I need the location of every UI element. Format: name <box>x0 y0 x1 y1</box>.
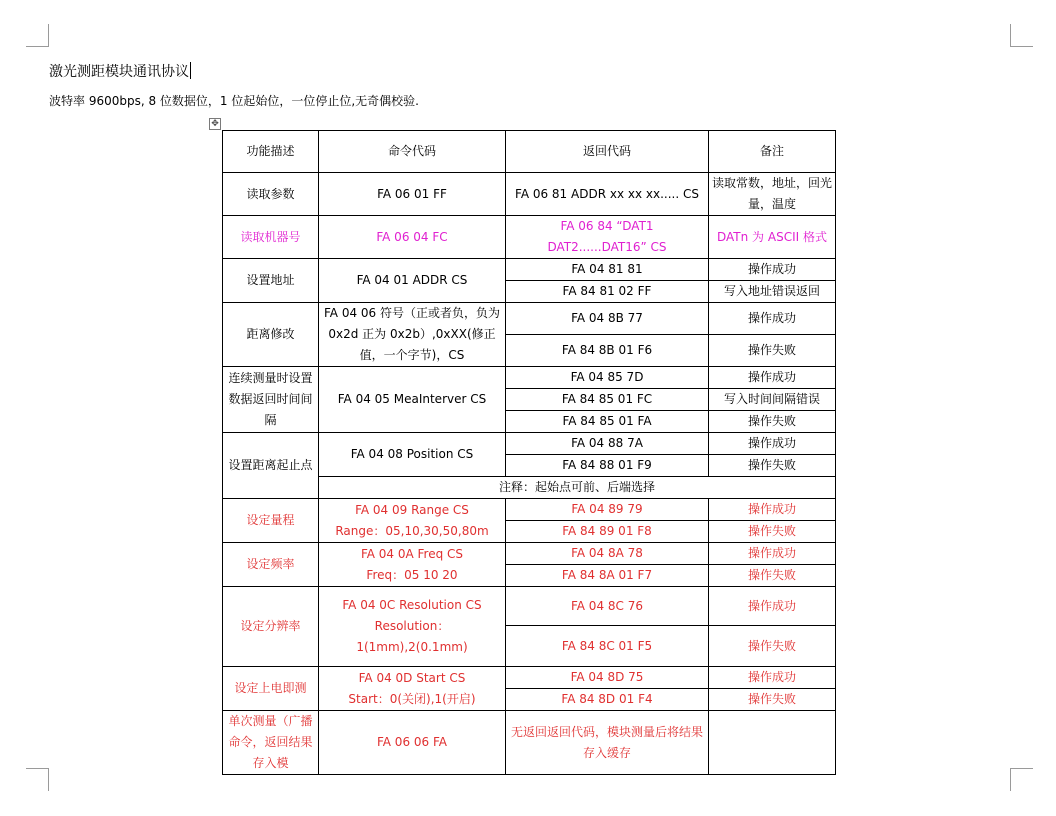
function-cell: 设定上电即测 <box>223 667 319 711</box>
function-cell: 读取参数 <box>223 173 319 216</box>
return-cell: FA 04 8B 77 <box>506 303 709 335</box>
table-row <box>223 367 836 389</box>
note-cell: 操作失败 <box>709 455 836 477</box>
command-cell: FA 04 01 ADDR CS <box>319 259 506 303</box>
table-row <box>223 216 836 259</box>
table-row <box>223 259 836 281</box>
return-cell: FA 84 8C 01 F5 <box>506 626 709 667</box>
command-cell: FA 04 08 Position CS <box>319 433 506 477</box>
note-cell: 操作成功 <box>709 367 836 389</box>
table-row <box>223 587 836 626</box>
return-cell: FA 04 8C 76 <box>506 587 709 626</box>
note-cell: 写入地址错误返回 <box>709 281 836 303</box>
note-cell: 操作成功 <box>709 259 836 281</box>
note-cell: 操作失败 <box>709 411 836 433</box>
note-cell: 操作失败 <box>709 689 836 711</box>
command-cell: FA 06 04 FC <box>319 216 506 259</box>
header-cell: 返回代码 <box>506 131 709 173</box>
return-cell: FA 84 8D 01 F4 <box>506 689 709 711</box>
page-corner-mark <box>26 768 49 791</box>
intro-paragraph: 波特率 9600bps, 8 位数据位，1 位起始位，一位停止位,无奇偶校验. <box>49 94 419 108</box>
document-title-text: 激光测距模块通讯协议 <box>49 64 189 80</box>
table-row <box>223 499 836 521</box>
function-cell: 距离修改 <box>223 303 319 367</box>
command-cell: FA 04 06 符号（正或者负，负为 0x2d 正为 0x2b）,0xXX(修正值，一个字节)，CS <box>319 303 506 367</box>
note-cell: 操作成功 <box>709 667 836 689</box>
table-move-handle-icon[interactable]: ✥ <box>209 118 221 130</box>
command-line: Range：05,10,30,50,80m <box>335 523 489 538</box>
function-cell: 设定分辨率 <box>223 587 319 667</box>
table-row <box>223 433 836 455</box>
note-cell: 操作成功 <box>709 303 836 335</box>
return-cell: FA 84 85 01 FA <box>506 411 709 433</box>
command-line: Freq：05 10 20 <box>366 567 458 582</box>
command-line: FA 04 0A Freq CS <box>360 546 464 561</box>
command-cell <box>319 499 506 543</box>
document-title[interactable] <box>49 61 191 81</box>
note-cell: 操作失败 <box>709 335 836 367</box>
function-cell: 设定量程 <box>223 499 319 543</box>
page-corner-mark <box>1010 768 1033 791</box>
function-cell: 单次测量（广播命令，返回结果存入模 <box>223 711 319 775</box>
function-cell: 设置地址 <box>223 259 319 303</box>
note-cell: 操作失败 <box>709 565 836 587</box>
command-cell: FA 06 06 FA <box>319 711 506 775</box>
return-cell: FA 84 8B 01 F6 <box>506 335 709 367</box>
command-line: FA 04 0C Resolution CS <box>342 598 482 612</box>
return-cell: FA 04 8D 75 <box>506 667 709 689</box>
note-cell: 操作成功 <box>709 499 836 521</box>
note-cell: 操作失败 <box>709 521 836 543</box>
table-row <box>223 173 836 216</box>
table-row <box>223 303 836 335</box>
command-cell: FA 06 01 FF <box>319 173 506 216</box>
command-line: FA 04 09 Range CS <box>355 502 469 517</box>
command-cell <box>319 667 506 711</box>
command-cell <box>319 587 506 667</box>
table-row <box>223 667 836 689</box>
header-cell: 备注 <box>709 131 836 173</box>
return-cell: FA 06 84 “DAT1 DAT2......DAT16” CS <box>506 216 709 259</box>
table-header-row <box>223 131 836 173</box>
return-cell: FA 84 89 01 F8 <box>506 521 709 543</box>
table-row <box>223 711 836 775</box>
return-cell: FA 04 89 79 <box>506 499 709 521</box>
footnote-cell: 注释：起始点可前、后端选择 <box>319 477 836 499</box>
note-cell: 读取常数，地址，回光量，温度 <box>709 173 836 216</box>
command-line: FA 04 0D Start CS <box>358 670 466 685</box>
text-cursor <box>190 62 191 79</box>
note-cell: 操作成功 <box>709 433 836 455</box>
function-cell: 设定频率 <box>223 543 319 587</box>
return-cell: FA 04 85 7D <box>506 367 709 389</box>
command-line: 1(1mm),2(0.1mm) <box>356 640 468 654</box>
return-cell: FA 84 88 01 F9 <box>506 455 709 477</box>
table-row <box>223 543 836 565</box>
header-cell: 命令代码 <box>319 131 506 173</box>
return-cell: FA 84 85 01 FC <box>506 389 709 411</box>
command-cell: FA 04 05 MeaInterver CS <box>319 367 506 433</box>
function-cell: 读取机器号 <box>223 216 319 259</box>
command-cell <box>319 543 506 587</box>
command-line: Start：0(关闭),1(开启) <box>348 691 476 706</box>
function-cell: 设置距离起止点 <box>223 433 319 499</box>
return-cell: FA 06 81 ADDR xx xx xx..... CS <box>506 173 709 216</box>
note-cell: 操作失败 <box>709 626 836 667</box>
page-corner-mark <box>1010 24 1033 47</box>
protocol-table <box>222 130 836 775</box>
command-line: Resolution： <box>374 619 450 633</box>
return-cell: FA 04 8A 78 <box>506 543 709 565</box>
note-cell <box>709 711 836 775</box>
return-cell: FA 04 88 7A <box>506 433 709 455</box>
return-cell: 无返回返回代码，模块测量后将结果存入缓存 <box>506 711 709 775</box>
note-cell: 写入时间间隔错误 <box>709 389 836 411</box>
note-cell: 操作成功 <box>709 543 836 565</box>
note-cell: 操作成功 <box>709 587 836 626</box>
return-cell: FA 84 8A 01 F7 <box>506 565 709 587</box>
page-corner-mark <box>26 24 49 47</box>
return-cell: FA 84 81 02 FF <box>506 281 709 303</box>
header-cell: 功能描述 <box>223 131 319 173</box>
function-cell: 连续测量时设置数据返回时间间隔 <box>223 367 319 433</box>
return-cell: FA 04 81 81 <box>506 259 709 281</box>
note-cell: DATn 为 ASCII 格式 <box>709 216 836 259</box>
